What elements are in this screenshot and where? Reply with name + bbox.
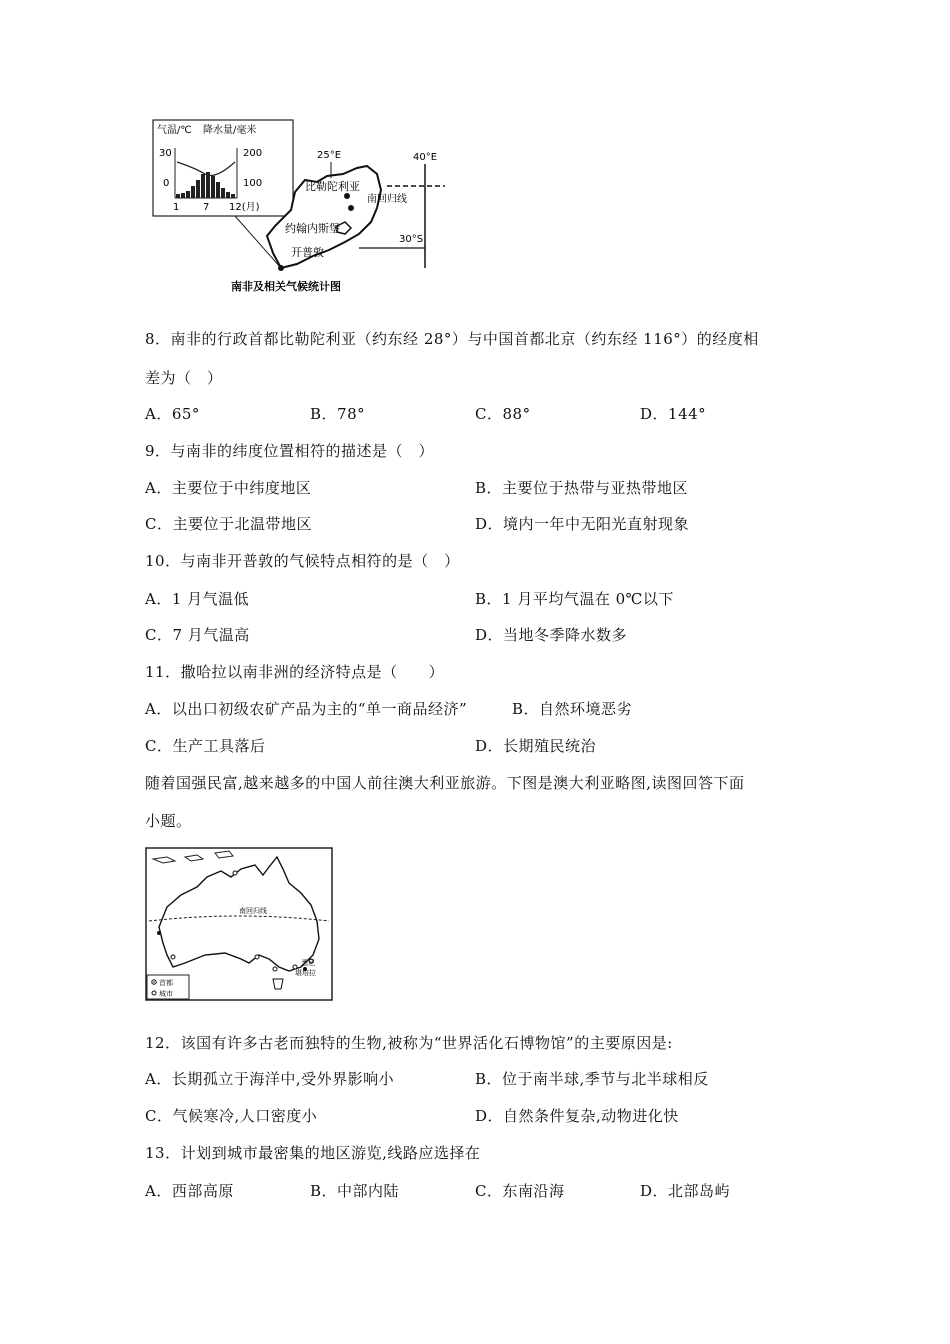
x-tick-7: 7 bbox=[203, 202, 210, 213]
sydney-label: 悉尼 bbox=[301, 959, 315, 967]
johannesburg-label: 约翰内斯堡 bbox=[285, 222, 340, 235]
climate-y-left-label: 气温/℃ bbox=[157, 125, 192, 136]
pretoria-label: 比勒陀利亚 bbox=[305, 180, 360, 193]
q9-stem: 9．与南非的纬度位置相符的描述是（ ） bbox=[145, 442, 435, 460]
q8-option-a[interactable]: A．65° bbox=[145, 405, 200, 423]
capetown-label: 开普敦 bbox=[291, 246, 324, 259]
tick-100: 100 bbox=[243, 178, 263, 189]
q12-option-b[interactable]: B．位于南半球,季节与北半球相反 bbox=[475, 1070, 709, 1088]
q11-stem: 11．撒哈拉以南非洲的经济特点是（ ） bbox=[145, 663, 445, 681]
q13-option-d[interactable]: D．北部岛屿 bbox=[640, 1182, 731, 1200]
q10-option-a[interactable]: A．1 月气温低 bbox=[145, 590, 250, 608]
q9-option-d[interactable]: D．境内一年中无阳光直射现象 bbox=[475, 515, 690, 533]
map1-caption: 南非及相关气候统计图 bbox=[231, 280, 341, 293]
q10-stem: 10．与南非开普敦的气候特点相符的是（ ） bbox=[145, 552, 460, 570]
lon-25e-label: 25°E bbox=[317, 150, 342, 161]
legend-city: 城市 bbox=[159, 990, 173, 998]
q13-option-a[interactable]: A．西部高原 bbox=[145, 1182, 234, 1200]
legend-capital: 首都 bbox=[159, 979, 173, 987]
q8-option-c[interactable]: C．88° bbox=[475, 405, 531, 423]
tropic-label-map2: 南回归线 bbox=[239, 907, 267, 915]
q12-option-d[interactable]: D．自然条件复杂,动物进化快 bbox=[475, 1107, 679, 1125]
australia-map bbox=[145, 847, 335, 1003]
x-tick-12: 12(月) bbox=[229, 202, 260, 213]
tropic-label-map1: 南回归线 bbox=[367, 194, 407, 205]
x-tick-1: 1 bbox=[173, 202, 180, 213]
lat-30s-label: 30°S bbox=[399, 234, 424, 245]
q8-stem-line2: 差为（ ） bbox=[145, 369, 223, 387]
q8-stem-line1: 8．南非的行政首都比勒陀利亚（约东经 28°）与中国首都北京（约东经 116°）的经度相 bbox=[145, 330, 759, 348]
q11-option-a[interactable]: A．以出口初级农矿产品为主的“单一商品经济” bbox=[145, 700, 468, 718]
q10-option-c[interactable]: C．7 月气温高 bbox=[145, 626, 250, 644]
q11-option-b[interactable]: B．自然环境恶劣 bbox=[512, 700, 633, 718]
tick-0: 0 bbox=[163, 178, 170, 189]
lon-40e-label: 40°E bbox=[413, 152, 438, 163]
canberra-label: 堪培拉 bbox=[295, 969, 316, 977]
q13-option-b[interactable]: B．中部内陆 bbox=[310, 1182, 400, 1200]
tasmania-outline bbox=[273, 979, 283, 989]
tick-200: 200 bbox=[243, 148, 263, 159]
q9-option-b[interactable]: B．主要位于热带与亚热带地区 bbox=[475, 479, 689, 497]
q8-option-d[interactable]: D．144° bbox=[640, 405, 707, 423]
intro-line1: 随着国强民富,越来越多的中国人前往澳大利亚旅游。下图是澳大利亚略图,读图回答下面 bbox=[145, 774, 745, 792]
q9-option-c[interactable]: C．主要位于北温带地区 bbox=[145, 515, 312, 533]
q11-option-d[interactable]: D．长期殖民统治 bbox=[475, 737, 597, 755]
q9-option-a[interactable]: A．主要位于中纬度地区 bbox=[145, 479, 312, 497]
tick-30: 30 bbox=[159, 148, 172, 159]
q12-option-a[interactable]: A．长期孤立于海洋中,受外界影响小 bbox=[145, 1070, 395, 1088]
q10-option-d[interactable]: D．当地冬季降水数多 bbox=[475, 626, 628, 644]
q13-option-c[interactable]: C．东南沿海 bbox=[475, 1182, 565, 1200]
intro-line2: 小题。 bbox=[145, 812, 192, 830]
q8-option-b[interactable]: B．78° bbox=[310, 405, 366, 423]
q11-option-c[interactable]: C．生产工具落后 bbox=[145, 737, 266, 755]
q13-stem: 13．计划到城市最密集的地区游览,线路应选择在 bbox=[145, 1144, 481, 1162]
climate-y-right-label: 降水量/毫米 bbox=[203, 125, 257, 136]
q12-stem: 12．该国有许多古老而独特的生物,被称为“世界活化石博物馆”的主要原因是: bbox=[145, 1034, 673, 1052]
south-africa-map bbox=[145, 118, 465, 298]
q10-option-b[interactable]: B．1 月平均气温在 0℃以下 bbox=[475, 590, 674, 608]
q12-option-c[interactable]: C．气候寒冷,人口密度小 bbox=[145, 1107, 318, 1125]
